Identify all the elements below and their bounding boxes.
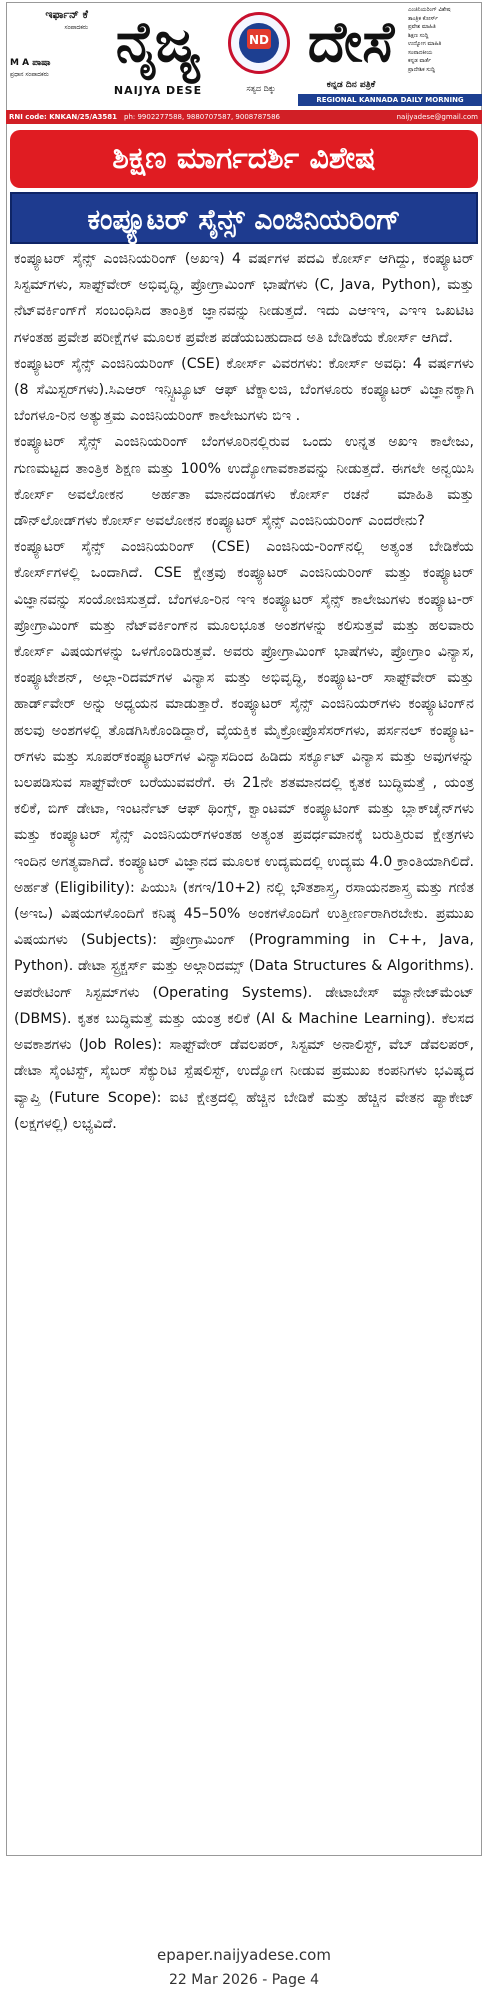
editor-name: ಇರ್ಫಾನ್ ಕೆ (45, 8, 88, 21)
section-label: ಶಿಕ್ಷಣ ಸುದ್ದಿ (408, 32, 429, 39)
section-label: ಕನ್ನಡ ವಾರ್ತೆ (408, 58, 431, 64)
masthead-tagline: ಕನ್ನಡ ದಿನ ಪತ್ರಿಕೆ (326, 80, 376, 90)
article-body (14, 246, 474, 1852)
masthead-sections-list (408, 6, 482, 78)
section-label: ಸಂಪಾದಕೀಯ (408, 49, 433, 56)
section-label: ತಾಂತ್ರಿಕ ಕೋರ್ಸ್ (408, 15, 439, 22)
masthead (6, 4, 482, 108)
section-label: ಪ್ರವೇಶ ಮಾಹಿತಿ (408, 24, 436, 30)
logo-text: ND (248, 33, 269, 47)
chief-editor-role: ಪ್ರಧಾನ ಸಂಪಾದಕರು (10, 71, 49, 78)
contact-email: naijyadese@gmail.com (396, 113, 478, 121)
article-paragraph: ಕಂಪ್ಯೂಟರ್ ಸೈನ್ಸ್ ಎಂಜಿನಿಯರಿಂಗ್ (CSE) ಎಂಜಿನಿಯ-ರಿಂಗ್‌ನಲ್ಲಿ ಅತ್ಯಂತ ಬೇಡಿಕೆಯ ಕೋರ್ಸ್‌ಗಳಲ್ಲಿ ಒಂದಾಗಿದೆ. CSE ಕ್ಷೇತ್ರವು ಕಂಪ್ಯೂಟರ್ ಎಂಜಿನಿಯರಿಂಗ್ ಮತ್ತು ಕಂಪ್ಯೂಟರ್ ವಿಜ್ಞಾನವನ್ನು ಸಂಯೋಜಿಸುತ್ತದೆ. ಬೆಂಗಳೂ-ರಿನ ಇಇ ಕಂಪ್ಯೂಟರ್ ಸೈನ್ಸ್ ಕಾಲೇಜುಗಳು ಕಂಪ್ಯೂಟ-ರ್ ಪ್ರೋಗ್ರಾಮಿಂಗ್ ಮತ್ತು ನೆಟ್‌ವರ್ಕಿಂಗ್‌ನ ಮೂಲಭೂತ ಅಂಶಗಳನ್ನು ಕಲಿಸುತ್ತವೆ ಮತ್ತು ಹಲವಾರು ಕೋರ್ಸ್ ವಿಷಯಗಳನ್ನು ಒಳಗೊಂಡಿರುತ್ತವೆ. ಅವರು ಪ್ರೋಗ್ರಾಮಿಂಗ್ ಭಾಷೆಗಳು, ಪ್ರೋಗ್ರಾಂ ವಿನ್ಯಾಸ, ಕಂಪ್ಯೂಟೇಶನ್, ಅಲ್ಗಾ-ರಿದಮ್‌ಗಳ ವಿನ್ಯಾಸ ಮತ್ತು ಅಭಿವೃದ್ಧಿ, ಕಂಪ್ಯೂಟ-ರ್ ಸಾಫ್ಟ್‌ವೇರ್ ಮತ್ತು ಹಾರ್ಡ್‌ವೇರ್ ಅನ್ನು ಅಧ್ಯಯನ ಮಾಡುತ್ತಾರೆ. ಕಂಪ್ಯೂಟರ್ ಸೈನ್ಸ್ ಎಂಜಿನಿಯರ್‌ಗಳು ಕಂಪ್ಯೂಟಿಂಗ್‌ನ ಹಲವು ಅಂಶಗಳಲ್ಲಿ ತೊಡಗಿಸಿಕೊಂಡಿದ್ದಾರೆ, ವೈಯಕ್ತಿಕ ಮೈಕ್ರೋಪ್ರೊಸೆಸರ್‌ಗಳು, ಪರ್ಸನಲ್ ಕಂಪ್ಯೂಟ-ರ್‌ಗಳು ಮತ್ತು ಸೂಪರ್‌ಕಂಪ್ಯೂಟರ್‌ಗಳ ವಿನ್ಯಾಸದಿಂದ ಹಿಡಿದು ಸರ್ಕ್ಯೂಟ್ ವಿನ್ಯಾಸ ಮತ್ತು ಅವುಗಳನ್ನು ಬಲಪಡಿಸುವ ಸಾಫ್ಟ್‌ವೇರ್ ಬರೆಯುವವರೆಗೆ. ಈ 21ನೇ ಶತಮಾನದಲ್ಲಿ ಕೃತಕ ಬುದ್ಧಿಮತ್ತೆ , ಯಂತ್ರ ಕಲಿಕೆ, ಬಿಗ್ ಡೇಟಾ, ಇಂಟರ್ನೆಟ್ ಆಫ್ ಥಿಂಗ್ಸ್, ಕ್ವಾಂಟಮ್ ಕಂಪ್ಯೂಟಿಂಗ್ ಮತ್ತು ಬ್ಲಾಕ್‌ಚೈನ್‌ಗಳು ಮತ್ತು ಕಂಪ್ಯೂಟರ್ ಸೈನ್ಸ್ ಎಂಜಿನಿಯರ್‌ಗಳಂತಹ ಅತ್ಯಂತ ಪ್ರವರ್ಧಮಾನಕ್ಕೆ ಬರುತ್ತಿರುವ ಕ್ಷೇತ್ರಗಳು ಇಂದಿನ ಅಗತ್ಯವಾಗಿದೆ. ಕಂಪ್ಯೂಟರ್ ವಿಜ್ಞಾನದ ಮೂಲಕ ಉದ್ಯಮದಲ್ಲಿ ಉದ್ಯಮ 4.0 ಕ್ರಾಂತಿಯಾಗಿಲಿದೆ. ಅರ್ಹತೆ (Eligibility): ಪಿಯುಸಿ (ಕಗಇ/10+2) ನಲ್ಲಿ ಭೌತಶಾಸ್ತ್ರ, ರಸಾಯನಶಾಸ್ತ್ರ ಮತ್ತು ಗಣಿತ (ಅಇಒ) ವಿಷಯಗಳೊಂದಿಗೆ ಕನಿಷ್ಠ 45–50% ಅಂಕಗಳೊಂದಿಗೆ ಉತ್ತೀರ್ಣರಾಗಿರಬೇಕು. ಪ್ರಮುಖ ವಿಷಯಗಳು (Subjects): ಪ್ರೋಗ್ರಾಮಿಂಗ್ (Programming in C++, Java, Python). ಡೇಟಾ ಸ್ಟ್ರಕ್ಚರ್ಸ್ ಮತ್ತು ಅಲ್ಗಾರಿದಮ್ಸ್ (Data Structures & Algorithms). ಆಪರೇಟಿಂಗ್ ಸಿಸ್ಟಮ್‌ಗಳು (Operating Systems). ಡೇಟಾಬೇಸ್ ಮ್ಯಾನೇಜ್‌ಮೆಂಟ್ (DBMS). ಕೃತಕ ಬುದ್ಧಿಮತ್ತೆ ಮತ್ತು ಯಂತ್ರ ಕಲಿಕೆ (AI & Machine Learning). ಕೆಲಸದ ಅವಕಾಶಗಳು (Job Roles): ಸಾಫ್ಟ್‌ವೇರ್ ಡೆವಲಪರ್, ಸಿಸ್ಟಮ್ ಅನಾಲಿಸ್ಟ್, ವೆಬ್ ಡೆವಲಪರ್, ಡೇಟಾ ಸೈಂಟಿಸ್ಟ್, ಸೈಬರ್ ಸೆಕ್ಯುರಿಟಿ ಸ್ಪೆಷಲಿಸ್ಟ್, ಉದ್ಯೋಗ ನೀಡುವ ಪ್ರಮುಖ ಕಂಪನಿಗಳು ಭವಿಷ್ಯದ ವ್ಯಾಪ್ತಿ (Future Scope): ಐಟಿ ಕ್ಷೇತ್ರದಲ್ಲಿ ಹೆಚ್ಚಿನ ಬೇಡಿಕೆ ಮತ್ತು ಹೆಚ್ಚಿನ ವೇತನ ಪ್ಯಾಕೇಜ್ (ಲಕ್ಷಗಳಲ್ಲಿ) ಲಭ್ಯವಿದೆ. (14, 539, 474, 1132)
masthead-title-english: NAIJYA DESE (113, 84, 203, 97)
masthead-title-left: ನೈಜ್ಯ (115, 9, 201, 75)
article-headline: ಕಂಪ್ಯೂಟರ್ ಸೈನ್ಸ್ ಎಂಜಿನಿಯರಿಂಗ್ (10, 192, 478, 244)
phone-numbers: ph: 9902277588, 9880707587, 9008787586 (124, 113, 280, 121)
masthead-editors (10, 8, 88, 98)
article-paragraph: ಕಂಪ್ಯೂಟರ್ ಸೈನ್ಸ್ ಎಂಜಿನಿಯರಿಂಗ್ (CSE) ಕೋರ್ಸ್ ವಿವರಗಳು: ಕೋರ್ಸ್ ಅವಧಿ: 4 ವರ್ಷಗಳು (8 ಸೆಮಿಸ್ಟರ್‌ಗಳು).ಸಿಎಆರ್ ಇನ್ಸ್ಟಿಟ್ಯೂಟ್ ಆಫ್ ಟೆಕ್ನಾಲಜಿ, ಬೆಂಗಳೂರು ಕಂಪ್ಯೂಟರ್ ವಿಜ್ಞಾನಕ್ಕಾಗಿ ಬೆಂಗಳೂ-ರಿನ ಅತ್ಯುತ್ತಮ ಎಂಜಿನಿಯರಿಂಗ್ ಕಾಲೇಜುಗಳು ಬಿಇ . (14, 355, 474, 425)
section-label: ಪ್ರಾದೇಶಿಕ ಸುದ್ದಿ (408, 66, 436, 73)
section-label: ಉದ್ಯೋಗ ಮಾಹಿತಿ (408, 41, 442, 47)
epaper-url[interactable]: epaper.naijyadese.com (157, 1946, 331, 1964)
chief-editor-name: M A ಪಾಷಾ (10, 58, 51, 68)
newspaper-logo (228, 12, 290, 74)
article-paragraph: ಕಂಪ್ಯೂಟರ್ ಸೈನ್ಸ್ ಎಂಜಿನಿಯರಿಂಗ್ (ಅಖಇ) 4 ವರ್ಷಗಳ ಪದವಿ ಕೋರ್ಸ್ ಆಗಿದ್ದು, ಕಂಪ್ಯೂಟರ್ ಸಿಸ್ಟಮ್‌ಗಳು, ಸಾಫ್ಟ್‌ವೇರ್ ಅಭಿವೃದ್ಧಿ, ಪ್ರೋಗ್ರಾಮಿಂಗ್ ಭಾಷೆಗಳು (C, Java, Python), ಮತ್ತು ನೆಟ್‌ವರ್ಕಿಂಗ್‌ಗೆ ಸಂಬಂಧಿಸಿದ ತಾಂತ್ರಿಕ ಜ್ಞಾನವನ್ನು ನೀಡುತ್ತದೆ. ಇದು ಎಆಇಇ, ಎಇಇ ಒಖಟಿಟ ಗಳಂತಹ ಪ್ರವೇಶ ಪರೀಕ್ಷೆಗಳ ಮೂಲಕ ಪ್ರವೇಶ ಪಡೆಯಬಹುದಾದ ಅತಿ ಬೇಡಿಕೆಯ ಕೋರ್ಸ್ ಆಗಿದೆ. (14, 251, 474, 346)
regional-daily-label: REGIONAL KANNADA DAILY MORNING (298, 94, 482, 106)
rni-code: RNI code: KNKAN/25/A3581 (9, 113, 117, 121)
article-paragraph: ಕಂಪ್ಯೂಟರ್ ಸೈನ್ಸ್ ಎಂಜಿನಿಯರಿಂಗ್ ಬೆಂಗಳೂರಿನಲ್ಲಿರುವ ಒಂದು ಉನ್ನತ ಅಖಇ ಕಾಲೇಜು, ಗುಣಮಟ್ಟದ ತಾಂತ್ರಿಕ ಶಿಕ್ಷಣ ಮತ್ತು 100% ಉದ್ಯೋಗಾವಕಾಶವನ್ನು ನೀಡುತ್ತದೆ. ಈಗಲೇ ಅನ್ವಯಿಸಿ ಕೋರ್ಸ್ ಅವಲೋಕನ ‌ ಅರ್ಹತಾ ಮಾನದಂಡಗಳು‌ ಕೋರ್ಸ್ ರಚನೆ ‌ ಮಾಹಿತಿ ಮತ್ತು ಡೌನ್‌ಲೋಡ್‌ಗಳು ಕೋರ್ಸ್ ಅವಲೋಕನ ಕಂಪ್ಯೂಟರ್ ಸೈನ್ಸ್ ಎಂಜಿನಿಯರಿಂಗ್ ಎಂದರೇನು? (14, 434, 474, 530)
section-label: ಎಂಜಿನಿಯರಿಂಗ್ ವಿಶೇಷ (408, 7, 451, 13)
section-banner: ಶಿಕ್ಷಣ ಮಾರ್ಗದರ್ಶಿ ವಿಶೇಷ (10, 130, 478, 188)
editor-role: ಸಂಪಾದಕರು (64, 24, 88, 31)
masthead-slogan: ಸತ್ಯದ ದಿಕ್ಕು (246, 84, 276, 93)
page-date: 22 Mar 2026 - Page 4 (169, 1972, 319, 1988)
masthead-title-right: ದೇಸೆ (307, 9, 395, 75)
info-bar (6, 110, 482, 124)
